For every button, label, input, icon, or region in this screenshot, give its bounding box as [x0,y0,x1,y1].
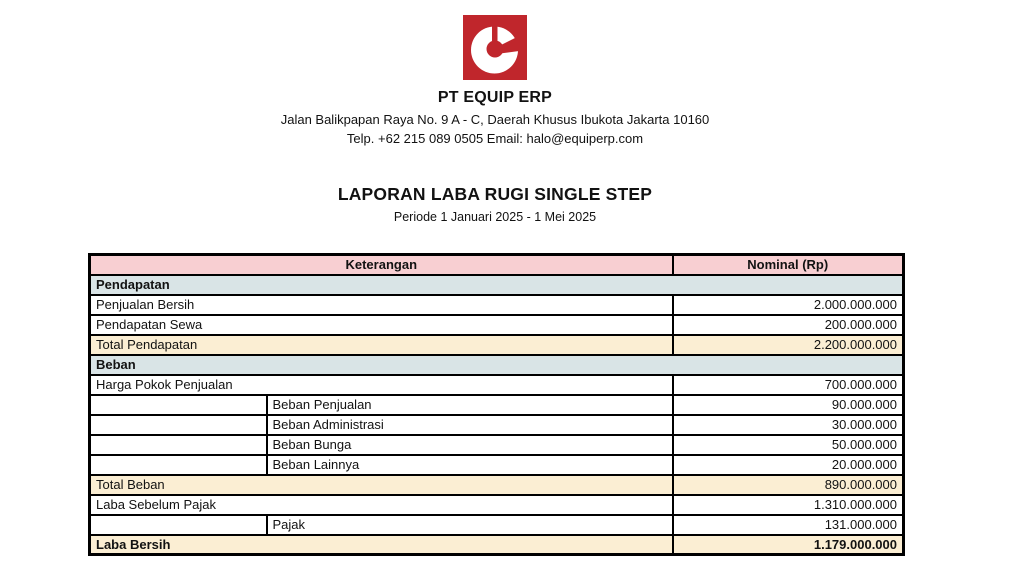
row-label-cell: Beban Penjualan [267,395,673,415]
row-label-cell: Total Pendapatan [90,335,673,355]
row-label-cell: Laba Bersih [90,535,673,555]
row-label-cell: Beban Bunga [267,435,673,455]
row-value-cell: 30.000.000 [673,415,904,435]
row-label-cell: Harga Pokok Penjualan [90,375,673,395]
row-value-cell: 200.000.000 [673,315,904,335]
table-row [90,295,904,315]
row-label-cell: Total Beban [90,475,673,495]
row-value-cell: 700.000.000 [673,375,904,395]
table-row [90,515,904,535]
table-header-row [90,255,904,275]
row-value-cell: 20.000.000 [673,455,904,475]
report-table [88,253,905,556]
row-label-cell: Pendapatan Sewa [90,315,673,335]
report-table-body [90,275,904,555]
row-value-cell: 90.000.000 [673,395,904,415]
row-value-cell: 890.000.000 [673,475,904,495]
report-title-block [88,184,902,224]
table-row [90,475,904,495]
indent-spacer-cell [90,455,267,475]
row-label-cell: Pajak [267,515,673,535]
table-row [90,315,904,335]
table-row [90,335,904,355]
table-row [90,275,904,295]
column-header-keterangan: Keterangan [90,255,673,275]
row-value-cell: 2.200.000.000 [673,335,904,355]
row-value-cell: 131.000.000 [673,515,904,535]
indent-spacer-cell [90,515,267,535]
table-row [90,535,904,555]
indent-spacer-cell [90,435,267,455]
indent-spacer-cell [90,415,267,435]
row-label-cell: Beban Lainnya [267,455,673,475]
section-label-cell: Beban [90,355,904,375]
equip-erp-logo-icon [463,15,527,80]
table-row [90,495,904,515]
table-row [90,395,904,415]
company-address: Jalan Balikpapan Raya No. 9 A - C, Daerah Khusus Ibukota Jakarta 10160 [280,112,710,127]
row-label-cell: Beban Administrasi [267,415,673,435]
row-label-cell: Laba Sebelum Pajak [90,495,673,515]
company-header [88,15,902,146]
company-name: PT EQUIP ERP [437,89,553,106]
section-label-cell: Pendapatan [90,275,904,295]
table-row [90,355,904,375]
table-row [90,435,904,455]
report-period: Periode 1 Januari 2025 - 1 Mei 2025 [393,210,597,224]
row-value-cell: 50.000.000 [673,435,904,455]
table-row [90,455,904,475]
table-row [90,375,904,395]
row-value-cell: 1.310.000.000 [673,495,904,515]
row-value-cell: 2.000.000.000 [673,295,904,315]
column-header-nominal: Nominal (Rp) [673,255,904,275]
report-title: LAPORAN LABA RUGI SINGLE STEP [337,184,653,204]
page [88,0,902,556]
row-value-cell: 1.179.000.000 [673,535,904,555]
company-contact: Telp. +62 215 089 0505 Email: halo@equiperp.com [346,131,644,146]
table-row [90,415,904,435]
indent-spacer-cell [90,395,267,415]
row-label-cell: Penjualan Bersih [90,295,673,315]
